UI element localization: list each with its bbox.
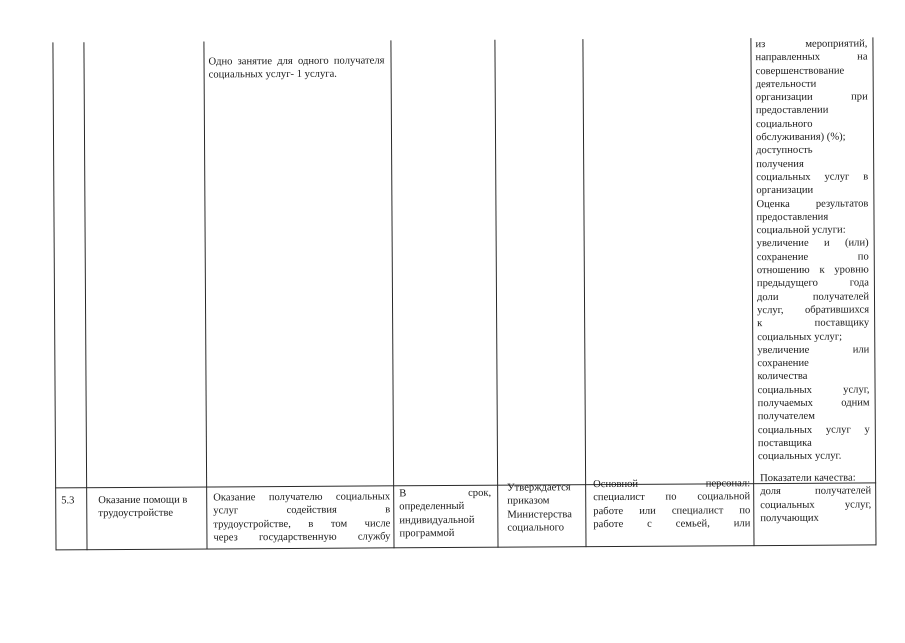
service-description-cell <box>213 490 390 544</box>
indicator-line: получаемых одним <box>757 397 870 410</box>
indicator-line: доли получателей <box>756 291 870 303</box>
indicator-line: обслуживания) (%); <box>755 131 846 144</box>
quality-line: социальных услуг, <box>760 499 872 511</box>
approval-line: Министерства <box>507 508 573 521</box>
indicator-line: социальных услуг; <box>757 331 843 343</box>
approval-line: социального <box>507 522 565 534</box>
table-bottom-border <box>56 544 877 550</box>
indicator-line: из мероприятий, <box>755 38 868 51</box>
service-approval-cell <box>507 481 583 535</box>
indicator-line: социального <box>755 118 813 130</box>
indicator-line: организации <box>756 185 814 197</box>
indicator-line: Оценка результатов <box>756 198 869 210</box>
service-quality-cell <box>760 471 871 525</box>
top-row-description-cell <box>209 54 385 82</box>
table-left-border <box>52 42 56 550</box>
indicator-line: получения <box>756 158 804 170</box>
staff-line: специалист по социальной <box>593 491 751 504</box>
service-name: Оказание помощи в трудоустройстве <box>98 494 188 520</box>
column-divider <box>494 40 498 548</box>
term-line: определенный <box>399 501 465 513</box>
description-line: услуг содействия в <box>213 504 391 517</box>
indicator-line: социальных услуг в <box>756 171 869 184</box>
indicator-line: предоставления <box>756 211 829 223</box>
quality-line: Показатели качества: <box>760 472 856 485</box>
indicator-line: услуг, обратившихся <box>757 304 870 317</box>
indicator-line: доступность <box>756 145 813 157</box>
indicator-line: предоставлении <box>755 105 829 117</box>
description-line: трудоустройстве, в том числе <box>213 517 391 531</box>
indicator-line: сохранение <box>757 357 809 370</box>
indicator-line: отношению к уровню <box>756 264 869 277</box>
staff-line: работе или специалист по <box>593 504 751 517</box>
column-divider <box>750 38 754 546</box>
table-right-border <box>872 37 876 545</box>
quality-line: доля получателей <box>760 485 872 498</box>
indicator-line: деятельности <box>755 78 817 91</box>
indicator-line: социальных услуг, <box>757 384 870 396</box>
description-line: Оказание получателю социальных <box>213 491 391 504</box>
indicator-line: к поставщику <box>757 317 870 330</box>
column-divider <box>83 42 87 550</box>
indicator-line: социальных услуг. <box>757 450 842 463</box>
indicator-line: организации при <box>755 91 868 104</box>
top-row-description-text: Одно занятие для одного получателя социальных услуг- 1 услуга. <box>208 55 385 81</box>
approval-line: приказом <box>507 495 550 507</box>
indicator-line: сохранение по <box>756 251 869 263</box>
indicator-line: социальных услуг у <box>757 424 870 436</box>
quality-line: получающих <box>760 512 819 524</box>
indicator-line: совершенствование <box>755 65 845 77</box>
column-divider <box>582 39 586 547</box>
staff-line: Основной персонал: <box>593 478 751 491</box>
indicator-line: направленных на <box>755 51 868 64</box>
term-line: В срок, <box>399 487 492 500</box>
staff-line: работе с семьей, или <box>593 518 751 531</box>
service-staff-cell <box>593 477 750 531</box>
term-line: программой <box>399 527 455 540</box>
service-term-cell <box>399 487 491 541</box>
indicator-line: количества <box>757 371 808 383</box>
indicator-line: поставщика <box>757 437 812 450</box>
top-row-quality-indicators-cell <box>755 37 870 463</box>
row-number-cell <box>61 494 85 507</box>
service-name-cell <box>98 494 204 521</box>
indicator-line: получателем <box>757 411 815 423</box>
term-line: индивидуальной <box>399 514 475 526</box>
indicator-line: предыдущего года <box>756 277 869 290</box>
column-divider <box>390 40 394 548</box>
indicator-line: увеличение или <box>757 344 870 356</box>
row-number: 5.3 <box>61 495 75 507</box>
approval-line: Утверждается <box>507 482 571 494</box>
indicator-line: социальной услуги: <box>756 224 846 237</box>
description-line: через государственную службу <box>213 531 391 544</box>
column-divider <box>203 41 207 549</box>
indicator-line: увеличение и (или) <box>756 237 869 250</box>
